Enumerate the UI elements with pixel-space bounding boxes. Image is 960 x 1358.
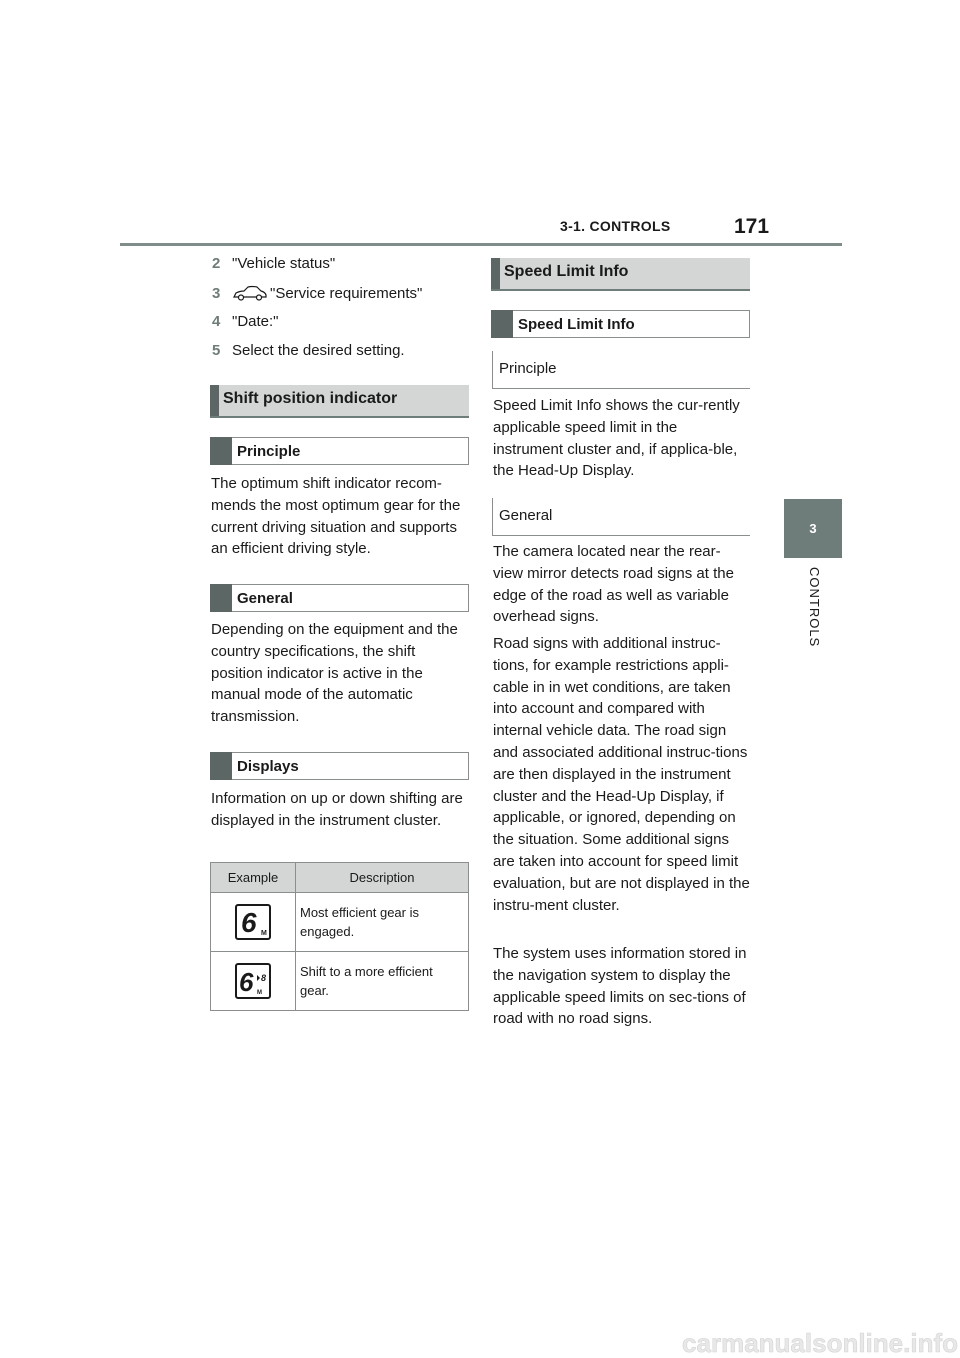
svg-text:carmanualsonline.info: carmanualsonline.info	[682, 1330, 958, 1358]
shift-indicator-table	[210, 862, 469, 1011]
list-item: 2 "Vehicle status"	[212, 255, 336, 272]
svg-text:M: M	[257, 989, 262, 996]
section-heading-shift-position: Shift position indicator	[210, 385, 469, 418]
chapter-label: CONTROLS	[807, 567, 822, 648]
subheading-principle: Principle	[492, 351, 750, 389]
chapter-number: 3	[809, 521, 817, 536]
table-row	[211, 952, 469, 1011]
list-item: 3 "Service requirements"	[212, 284, 422, 307]
heading-bar	[210, 752, 232, 780]
table-row	[211, 893, 469, 952]
list-item: 5 Select the desired setting.	[212, 342, 405, 359]
general-paragraph: Road signs with additional instruc-tions, for example restrictions appli-cable in in wet conditions, are taken into account and compared with internal vehicle data. The road sign and associated additional instruc-tions are then displayed in the instrument cluster and the Head-Up Display, if applicable, or ignored, depending on the situation. Some additional signs are taken into account for speed limit evaluation, but are not displayed in the instru-ment cluster.	[493, 635, 750, 914]
running-header-section: 3-1. CONTROLS	[560, 218, 671, 234]
subheading-general: General	[210, 584, 469, 612]
general-paragraph: The camera located near the rear-view mirror detects road signs at the edge of the road as well as variable overhead signs.	[493, 543, 734, 626]
table-header-description: Description	[296, 863, 469, 893]
car-icon	[232, 285, 268, 307]
general-paragraph: The system uses information stored in the navigation system to display the applicable speed limits on sec-tions of road with no road signs.	[493, 945, 747, 1028]
gear-6-to-8-icon	[235, 963, 271, 999]
subheading-principle: Principle	[210, 437, 469, 465]
subheading-general: General	[492, 498, 750, 536]
heading-bar	[210, 584, 232, 612]
displays-paragraph: Information on up or down shifting are displayed in the instrument cluster.	[211, 790, 463, 829]
principle-paragraph: The optimum shift indicator recom-mends the most optimum gear for the current driving situation and supports an efficient driving style.	[211, 475, 461, 558]
svg-text:6: 6	[239, 966, 254, 997]
section-heading-speed-limit-info: Speed Limit Info	[491, 258, 750, 291]
subheading-speed-limit-info: Speed Limit Info	[491, 310, 750, 338]
heading-bar	[491, 310, 513, 338]
table-header-example: Example	[211, 863, 296, 893]
heading-bar	[210, 385, 219, 416]
chapter-tab[interactable]	[784, 499, 842, 558]
watermark	[0, 1330, 960, 1358]
svg-text:M: M	[261, 929, 267, 937]
heading-bar	[491, 258, 500, 289]
list-item: 4 "Date:"	[212, 313, 279, 330]
gear-6-m-icon	[235, 904, 271, 940]
svg-text:6: 6	[241, 906, 257, 938]
table-cell-description: Shift to a more efficient gear.	[296, 952, 469, 1011]
subheading-displays: Displays	[210, 752, 469, 780]
svg-text:8: 8	[261, 972, 267, 983]
header-rule	[120, 243, 842, 246]
principle-paragraph: Speed Limit Info shows the cur-rently applicable speed limit in the instrument cluster and, if applica-ble, the Head-Up Display.	[493, 397, 740, 480]
general-paragraph: Depending on the equipment and the country specifications, the shift position indicator is active in the manual mode of the automatic transmission.	[211, 621, 458, 726]
page-number: 171	[734, 215, 770, 238]
heading-bar	[210, 437, 232, 465]
table-cell-description: Most efficient gear is engaged.	[296, 893, 469, 952]
